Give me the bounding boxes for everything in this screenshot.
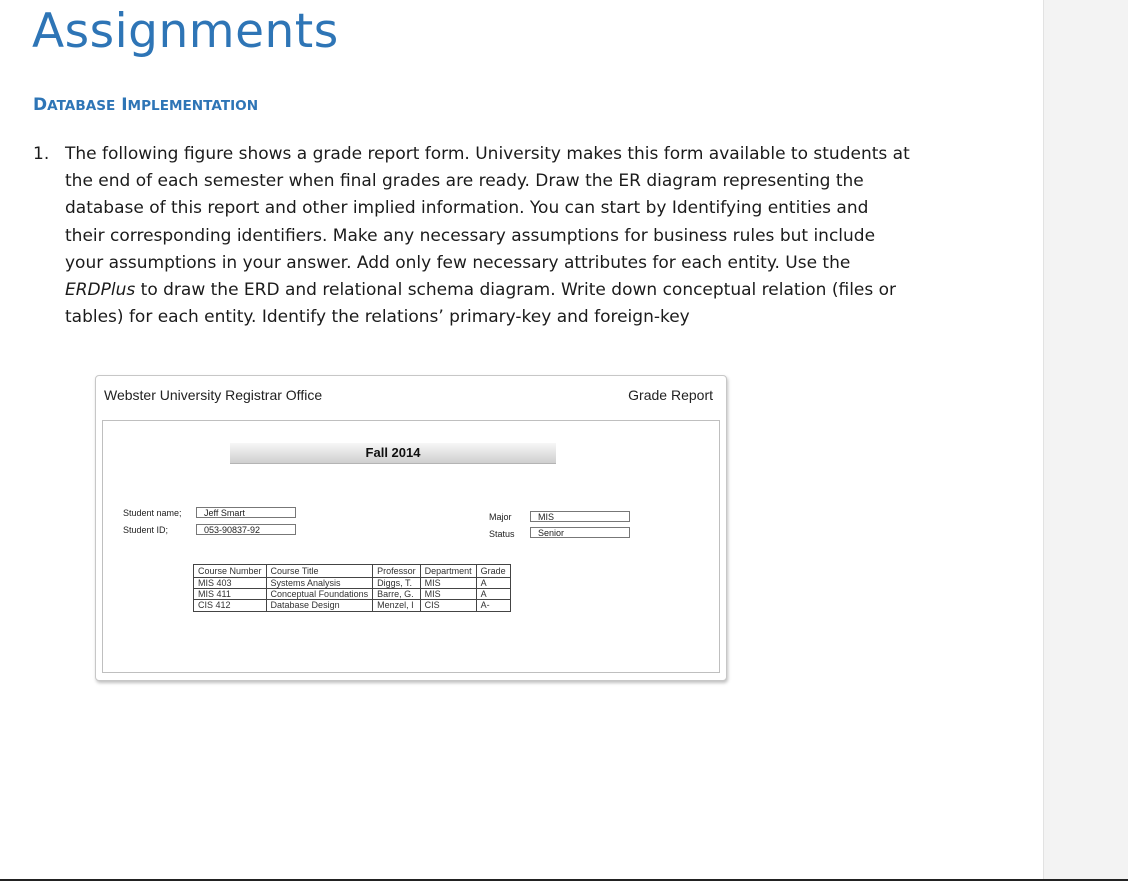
course-title-cell: Database Design (266, 600, 373, 612)
major-label: Major (489, 512, 512, 522)
report-body (102, 420, 720, 673)
major-field: MIS (530, 511, 630, 522)
course-title-cell: Conceptual Foundations (266, 589, 373, 600)
courses-table (193, 564, 511, 612)
document-title: Assignments (32, 4, 339, 59)
col-professor: Professor (373, 565, 421, 578)
heading-initial-d: D (33, 95, 48, 115)
question-text (65, 141, 913, 331)
col-course-title: Course Title (266, 565, 373, 578)
student-id-label: Student ID; (123, 525, 169, 535)
question-item (33, 141, 913, 331)
table-row (194, 600, 511, 612)
question-text-before: The following figure shows a grade report form. University makes this form available to students at the end of each semester when final grades are ready. Draw the ER diagram representing the database of this report and other implied information. You can start by Identifying entities and their corresponding identifiers. Make any necessary assumptions for business rules but include your assumptions in your answer. Add only few necessary attributes for each entity. Use the (65, 144, 910, 273)
professor-cell: Barre, G. (373, 589, 421, 600)
col-department: Department (420, 565, 476, 578)
markup-pane (1043, 0, 1128, 880)
heading-rest-atabase: ATABASE (47, 98, 116, 114)
table-row (194, 589, 511, 600)
grade-report-figure (95, 375, 727, 681)
heading-initial-i: I (121, 95, 128, 115)
student-id-field: 053-90837-92 (196, 524, 296, 535)
department-cell: MIS (420, 589, 476, 600)
question-number: 1. (33, 144, 50, 164)
courses-header-row (194, 565, 511, 578)
table-row (194, 578, 511, 589)
course-number-cell: MIS 403 (194, 578, 267, 589)
course-title-cell: Systems Analysis (266, 578, 373, 589)
col-course-number: Course Number (194, 565, 267, 578)
course-number-cell: CIS 412 (194, 600, 267, 612)
grade-cell: A (476, 578, 510, 589)
status-field: Senior (530, 527, 630, 538)
section-heading (33, 94, 258, 117)
heading-rest-mplementation: MPLEMENTATION (127, 98, 259, 114)
question-text-after: to draw the ERD and relational schema diagram. Write down conceptual relation (files or tables) for each entity. Identify the relations’ primary-key and foreign-key (65, 280, 897, 328)
student-name-label: Student name; (123, 508, 182, 518)
professor-cell: Diggs, T. (373, 578, 421, 589)
registrar-office-label: Webster University Registrar Office (104, 387, 323, 403)
professor-cell: Menzel, I (373, 600, 421, 612)
department-cell: CIS (420, 600, 476, 612)
col-grade: Grade (476, 565, 510, 578)
semester-banner: Fall 2014 (230, 443, 556, 464)
grade-report-label: Grade Report (628, 387, 713, 403)
student-name-field: Jeff Smart (196, 507, 296, 518)
tool-name: ERDPlus (65, 280, 136, 301)
grade-cell: A (476, 589, 510, 600)
department-cell: MIS (420, 578, 476, 589)
status-label: Status (489, 529, 515, 539)
course-number-cell: MIS 411 (194, 589, 267, 600)
grade-cell: A- (476, 600, 510, 612)
